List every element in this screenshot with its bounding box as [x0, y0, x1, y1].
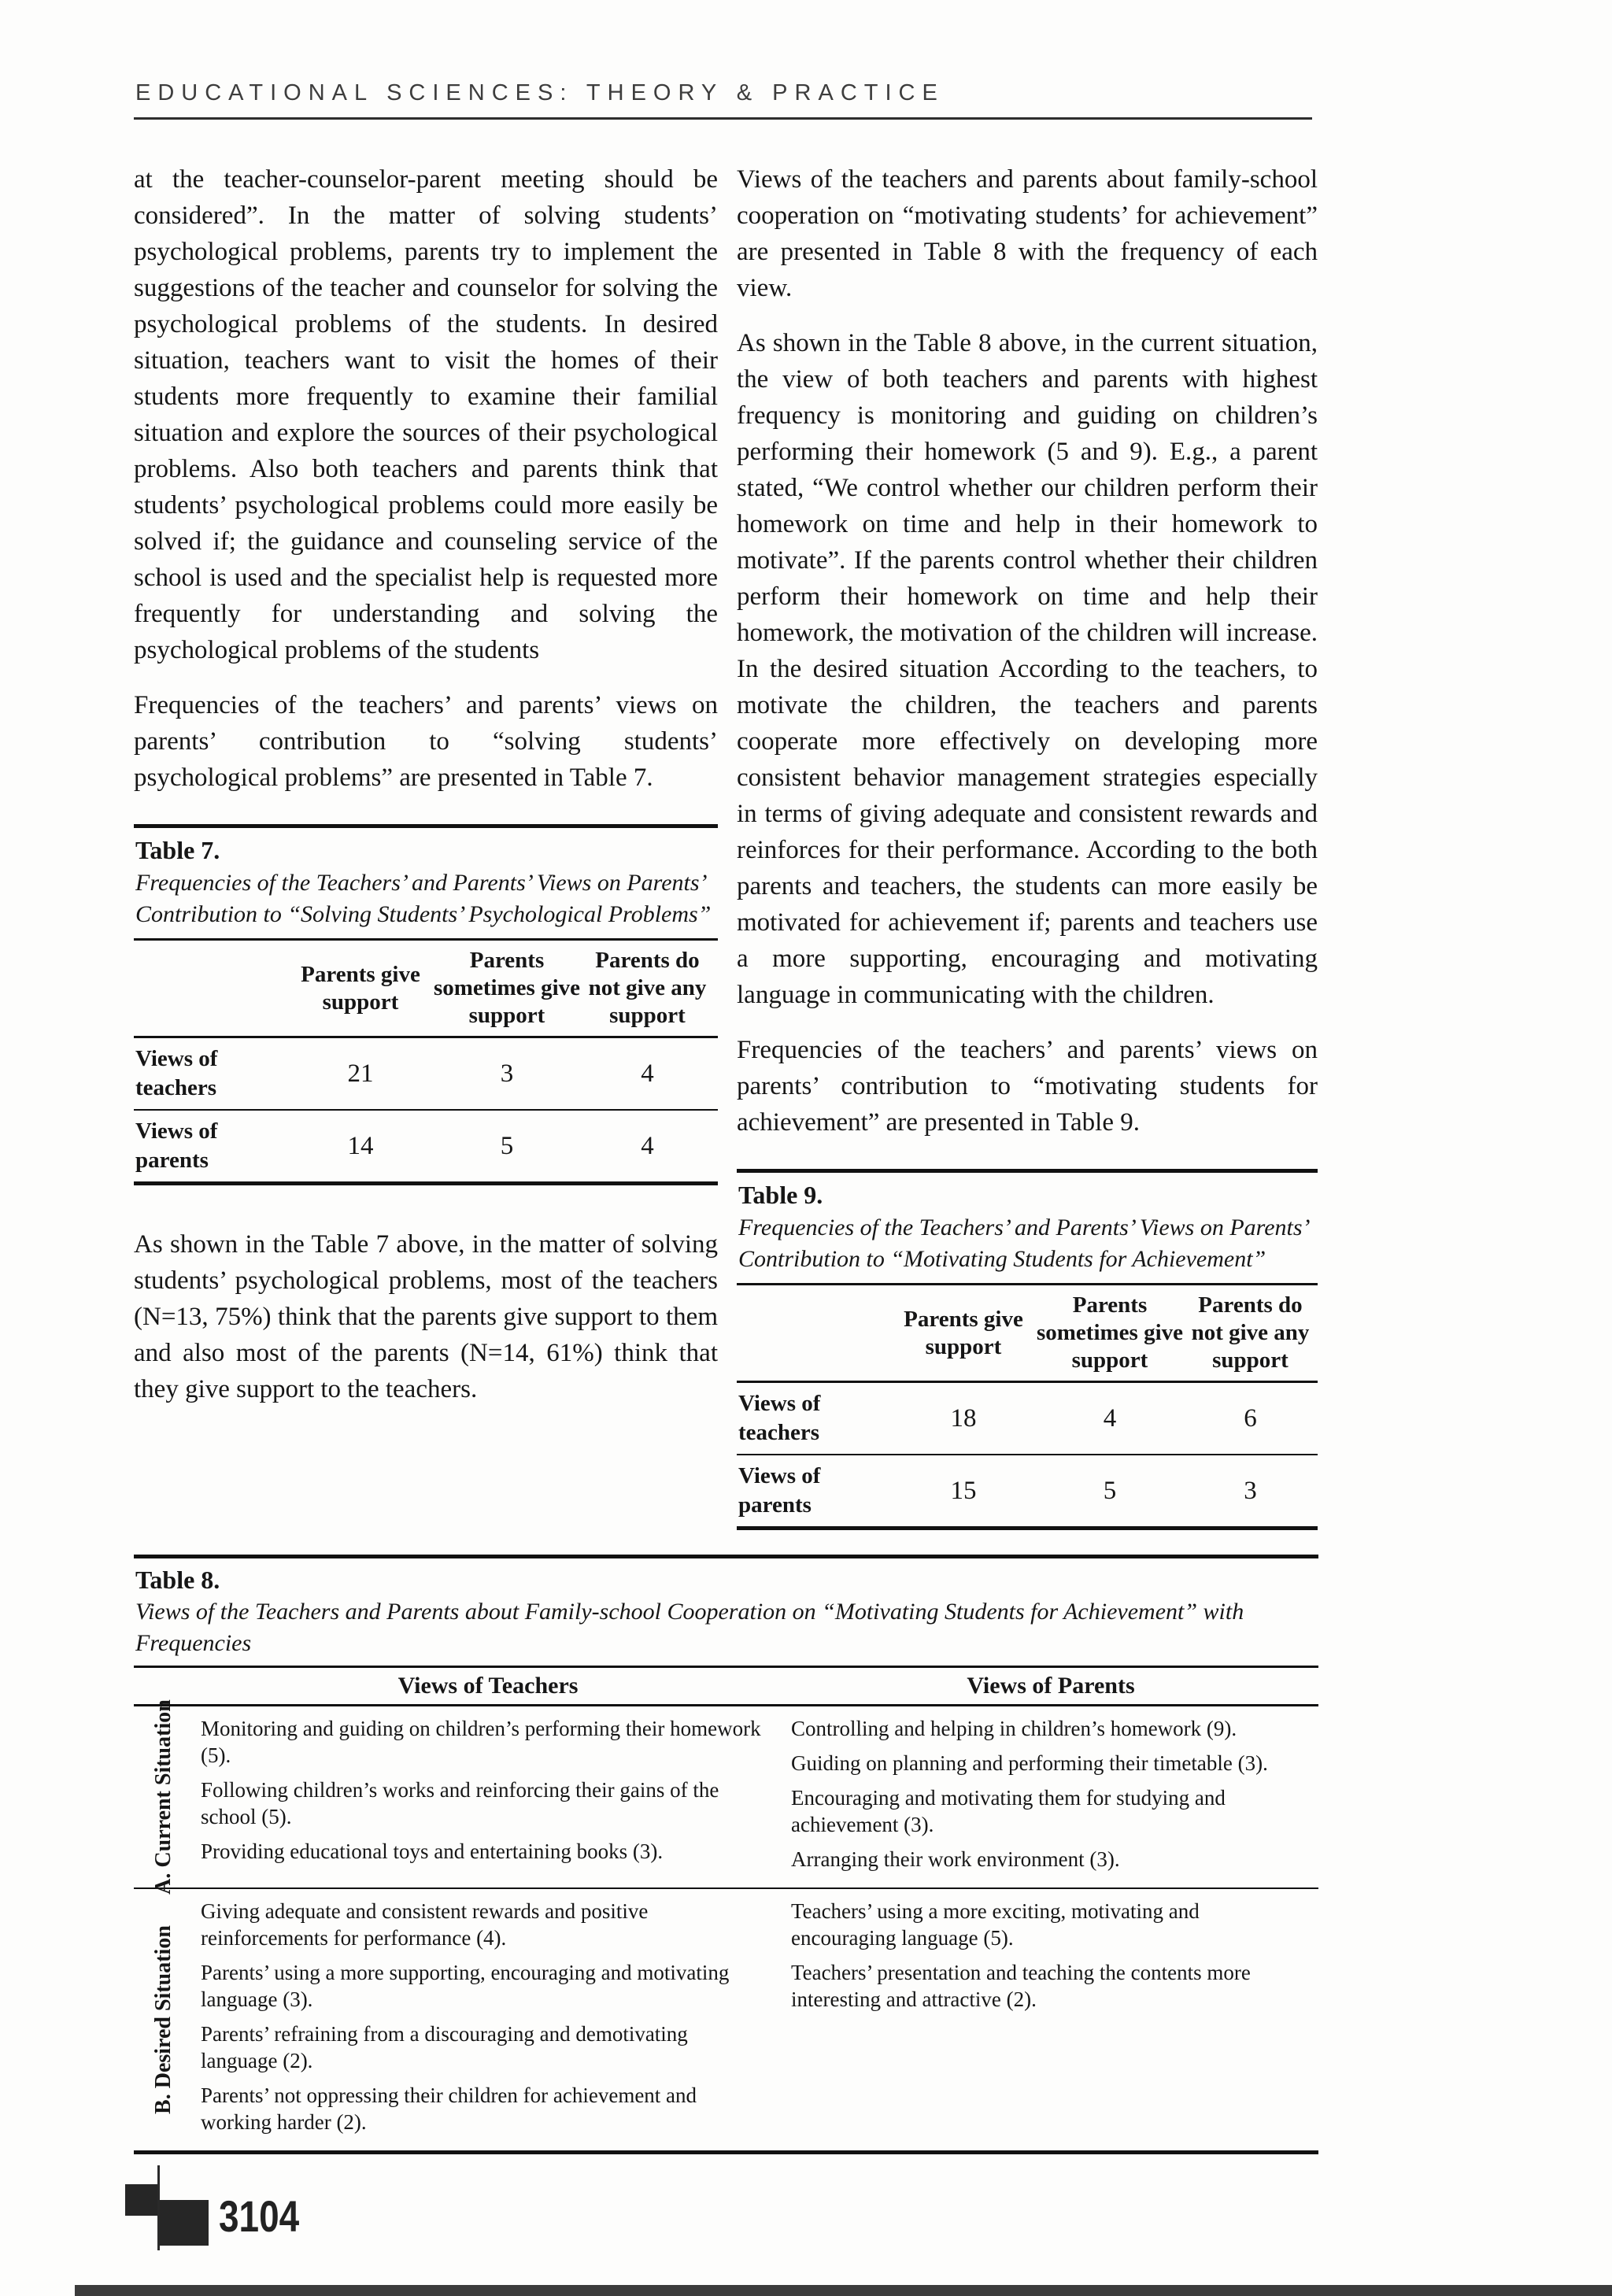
- table8-cell-item: Parents’ using a more supporting, encouraging and motivating language (3).: [201, 1961, 730, 2011]
- header-rule: [134, 117, 1312, 120]
- table7-header-col1: Parents give support: [301, 961, 420, 1015]
- paragraph: Views of the teachers and parents about family-school cooperation on “motivating students’ for achievement” are presented in Table 8 with the frequency of each view.: [737, 165, 1318, 302]
- table7-header-row: [134, 941, 718, 1036]
- table7-row2-label: Views of parents: [135, 1118, 218, 1173]
- table-rule: [134, 2150, 1318, 2154]
- table8-cell-item: Guiding on planning and performing their timetable (3).: [791, 1751, 1268, 1775]
- table9-row2-label: Views of parents: [738, 1463, 821, 1518]
- table8-cell-item: Controlling and helping in children’s homework (9).: [791, 1717, 1237, 1740]
- table-rule: [737, 1526, 1318, 1530]
- table8: [134, 1555, 1318, 2154]
- page-footer: [118, 2168, 512, 2255]
- table9-row1-val1: 18: [950, 1403, 977, 1433]
- table7-row1-val2: 3: [500, 1059, 514, 1088]
- table9-row1-val2: 4: [1103, 1403, 1117, 1433]
- table8-cell-item: Parents’ refraining from a discouraging and demotivating language (2).: [201, 2022, 688, 2072]
- left-column: [134, 161, 718, 1426]
- paragraph: at the teacher-counselor-parent meeting should be considered”. In the matter of solving students’ psychological problems, parents try to implement the suggestions of the teacher and counselor for solving the psychological problems of the students. In desired situation, teachers want to visit the homes of their students more frequently to examine their familial situation and explore the sources of their psychological problems. Also both teachers and parents think that students’ psychological problems could more easily be solved if; the guidance and counseling service of the school is used and the specialist help is requested more frequently for understanding and solving the psychological problems of the students: [134, 165, 718, 664]
- table8-cell-item: Teachers’ using a more exciting, motivating and encouraging language (5).: [791, 1899, 1200, 1950]
- table-rule: [134, 1555, 1318, 1558]
- table9-row2-val1: 15: [950, 1476, 977, 1505]
- table8-cell-item: Following children’s works and reinforcing their gains of the school (5).: [201, 1778, 719, 1828]
- table9-row2-val3: 3: [1244, 1476, 1257, 1505]
- table7-header-col2: Parents sometimes give support: [433, 948, 581, 1028]
- table8-cell-item: Parents’ not oppressing their children for achievement and working harder (2).: [201, 2083, 697, 2134]
- table8-cell-desired-parents: [783, 1896, 1318, 2143]
- table8-cell-item: Teachers’ presentation and teaching the contents more interesting and attractive (2).: [791, 1961, 1251, 2011]
- table-rule: [134, 1181, 718, 1185]
- table8-rowlabel-desired: [134, 1896, 193, 2143]
- table8-cell-current-teachers: [193, 1714, 783, 1880]
- table8-header-parents: Views of Parents: [967, 1673, 1135, 1699]
- table8-rowlabel-desired-text: B. Desired Situation: [150, 1925, 176, 2114]
- table7: [134, 824, 718, 1185]
- table7-row1-val1: 21: [347, 1059, 374, 1088]
- table-rule: [737, 1169, 1318, 1173]
- table7-row2-val1: 14: [347, 1131, 374, 1160]
- table9-header-row: [737, 1285, 1318, 1381]
- logo-square-big: [160, 2200, 209, 2246]
- table8-cell-item: Providing educational toys and entertaining books (3).: [201, 1839, 664, 1863]
- table7-header-col3: Parents do not give any support: [588, 948, 707, 1028]
- table8-row-desired: [134, 1889, 1318, 2150]
- table7-caption: Frequencies of the Teachers’ and Parents’ Views on Parents’ Contribution to “Solving Students’ Psychological Problems”: [135, 870, 712, 927]
- paragraph: Frequencies of the teachers’ and parents’ views on parents’ contribution to “solving students’ psychological problems” are presented in Table 7.: [134, 691, 718, 792]
- table-row: [134, 1038, 718, 1109]
- table9: [737, 1169, 1318, 1530]
- table9-header-col3: Parents do not give any support: [1191, 1292, 1310, 1373]
- table8-row-current: [134, 1699, 1318, 1895]
- table9-caption: Frequencies of the Teachers’ and Parents’ Views on Parents’ Contribution to “Motivating Students for Achievement”: [738, 1215, 1308, 1272]
- right-column: [737, 161, 1318, 1571]
- paragraph: As shown in the Table 8 above, in the current situation, the view of both teachers and parents with highest frequency is monitoring and guiding on children’s performing their homework (5 and 9). E.g., a parent stated, “We control whether our children perform their homework on time and help in their homework to motivate”. If the parents control whether their children perform their homework on time and help their homework, the motivation of the children will increase. In the desired situation According to the teachers, to motivate the children, the teachers and parents cooperate more effectively on developing more consistent behavior management strategies especially in terms of giving adequate and consistent rewards and reinforces for their performance. According to the both parents and teachers, the students can more easily be motivated for achievement if; parents and teachers use a more supporting, encouraging and motivating language in communicating with the children.: [737, 329, 1318, 1009]
- table8-header-teachers: Views of Teachers: [397, 1673, 579, 1699]
- table8-header-empty: [134, 1673, 193, 1699]
- table9-label: Table 9.: [738, 1181, 823, 1209]
- table-row: [737, 1455, 1318, 1526]
- table8-cell-item: Monitoring and guiding on children’s performing their homework (5).: [201, 1717, 761, 1767]
- logo-square-small: [125, 2184, 157, 2216]
- table7-row1-label: Views of teachers: [135, 1046, 218, 1100]
- table8-cell-current-parents: [783, 1714, 1318, 1880]
- table8-rowlabel-current: [134, 1699, 193, 1895]
- paragraph: As shown in the Table 7 above, in the matter of solving students’ psychological problems, most of the teachers (N=13, 75%) think that the parents give support to them and also most of the parents (N=14, 61%) think that they give support to the teachers.: [134, 1230, 718, 1403]
- table-rule: [134, 824, 718, 828]
- table9-row2-val2: 5: [1103, 1476, 1117, 1505]
- table7-label: Table 7.: [135, 836, 220, 864]
- table-row: [737, 1383, 1318, 1454]
- table8-cell-item: Arranging their work environment (3).: [791, 1847, 1120, 1871]
- table9-header-col2: Parents sometimes give support: [1036, 1292, 1184, 1373]
- table8-rowlabel-current-text: A. Current Situation: [150, 1699, 176, 1895]
- table7-row2-val2: 5: [500, 1131, 514, 1160]
- table9-row1-val3: 6: [1244, 1403, 1257, 1433]
- journal-title: EDUCATIONAL SCIENCES: THEORY & PRACTICE: [135, 80, 945, 105]
- table8-cell-desired-teachers: [193, 1896, 783, 2143]
- table8-header-row: [134, 1668, 1318, 1704]
- table8-label: Table 8.: [135, 1566, 220, 1594]
- table8-caption: Views of the Teachers and Parents about Family-school Cooperation on “Motivating Students for Achievement” with Frequencies: [135, 1599, 1244, 1656]
- table9-row1-label: Views of teachers: [738, 1391, 821, 1445]
- bottom-edge-band: [75, 2285, 1612, 2296]
- table7-row2-val3: 4: [641, 1131, 654, 1160]
- table8-cell-item: Encouraging and motivating them for studying and achievement (3).: [791, 1786, 1226, 1836]
- journal-logo-icon: [118, 2168, 213, 2251]
- table7-row1-val3: 4: [641, 1059, 654, 1088]
- table8-cell-item: Giving adequate and consistent rewards and positive reinforcements for performance (4).: [201, 1899, 649, 1950]
- paragraph: Frequencies of the teachers’ and parents’ views on parents’ contribution to “motivating students for achievement” are presented in Table 9.: [737, 1036, 1318, 1137]
- table9-header-col1: Parents give support: [904, 1306, 1023, 1359]
- page-number: 3104: [219, 2191, 300, 2241]
- table-row: [134, 1111, 718, 1181]
